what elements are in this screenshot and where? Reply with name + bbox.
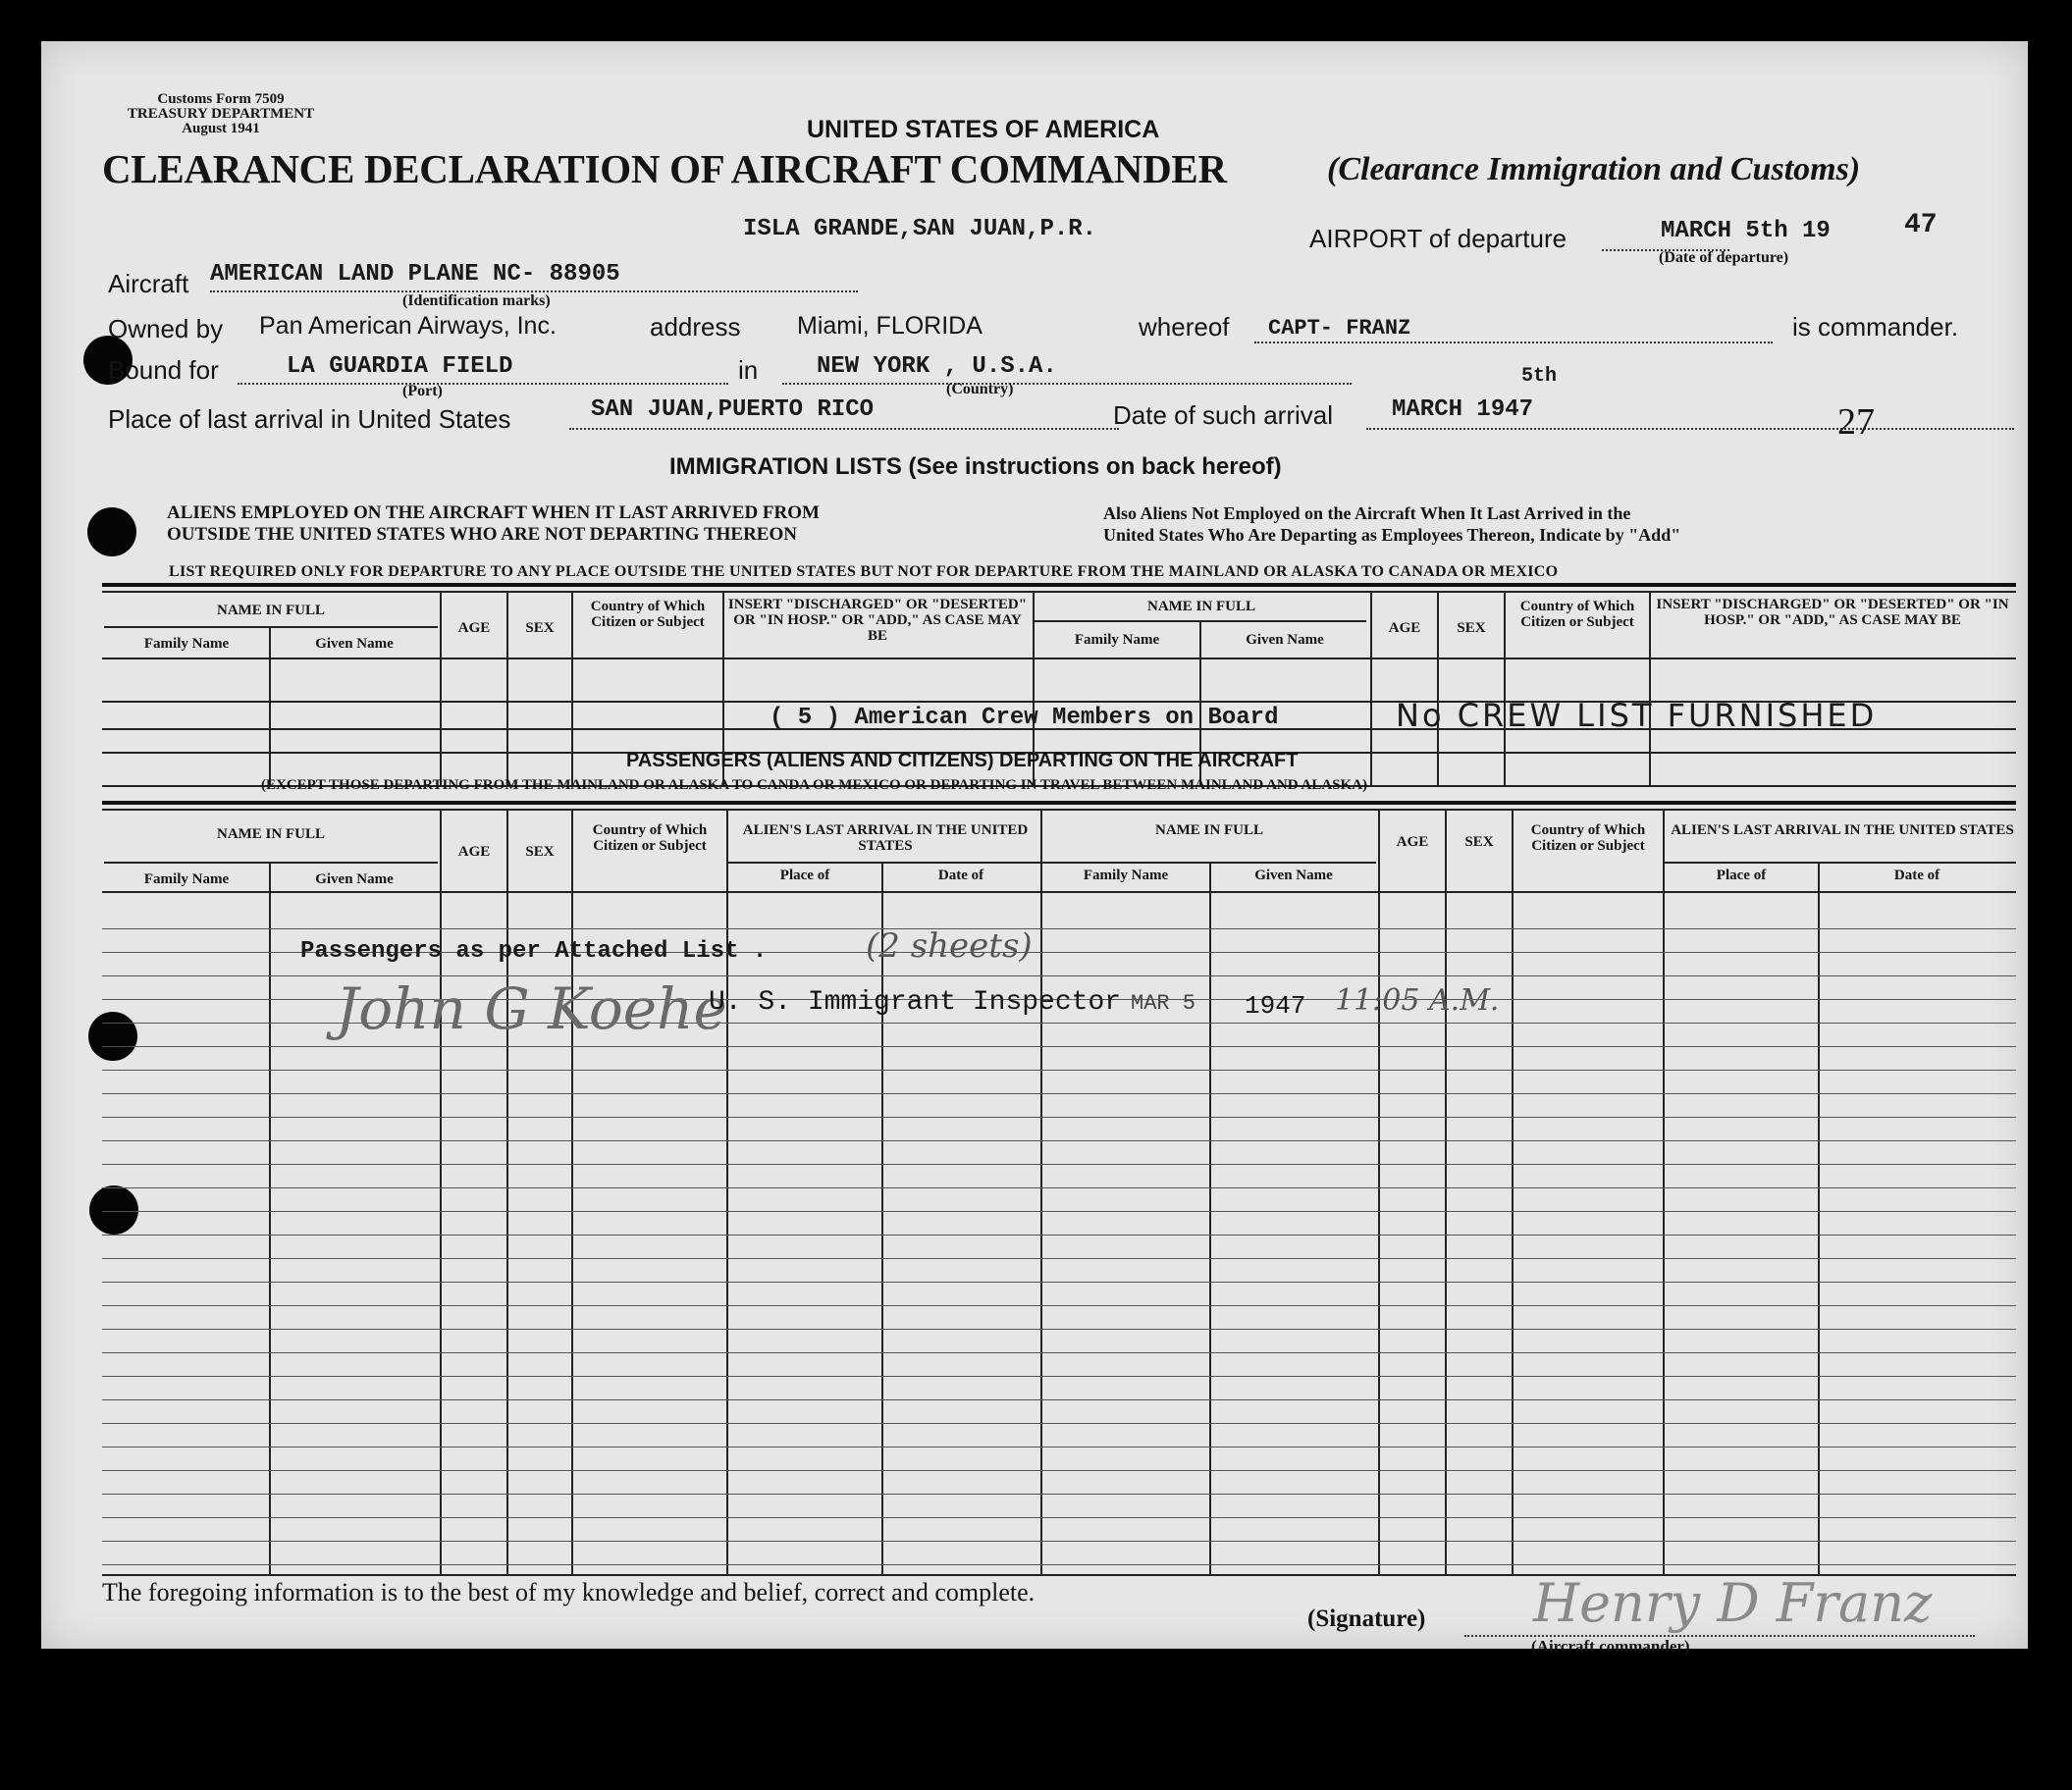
last-arrival-value: SAN JUAN,PUERTO RICO xyxy=(591,396,875,423)
punch-hole xyxy=(89,1185,138,1235)
owner-label: Owned by xyxy=(108,314,224,343)
attached-list-entry: Passengers as per Attached List . xyxy=(300,938,768,965)
crew-col-insert-2: INSERT "DISCHARGED" OR "DESERTED" OR "IN HOSP." OR "ADD," AS CASE MAY BE xyxy=(1656,597,2009,628)
table-row xyxy=(102,1564,2016,1565)
inspector-signature: John G Koehe xyxy=(336,975,727,1042)
table-row xyxy=(102,1070,2016,1071)
pass-col-last-arrival-2: ALIEN'S LAST ARRIVAL IN THE UNITED STATES xyxy=(1671,822,2014,838)
table-row xyxy=(102,1399,2016,1400)
table-row xyxy=(102,1376,2016,1377)
attached-sheets: (2 sheets) xyxy=(866,926,1033,966)
form-department: TREASURY DEPARTMENT xyxy=(127,106,315,122)
immigration-heading: IMMIGRATION LISTS (See instructions on back hereof) xyxy=(669,453,1282,480)
pass-col-last-arrival: ALIEN'S LAST ARRIVAL IN THE UNITED STATES xyxy=(742,822,1029,854)
crew-col-country-2: Country of Which Citizen or Subject xyxy=(1519,599,1635,630)
passengers-subheading: (EXCEPT THOSE DEPARTING FROM THE MAINLAND OR ALASKA TO CANDA OR MEXICO OR DEPARTING IN TRAVEL BETWEEN MAINLAND AND ALASKA) xyxy=(261,777,1368,793)
inspector-time: 11:05 A.M. xyxy=(1335,983,1500,1018)
immigration-left-note: ALIENS EMPLOYED ON THE AIRCRAFT WHEN IT LAST ARRIVED FROM OUTSIDE THE UNITED STATES WHO ARE NOT DEPARTING THEREON xyxy=(167,502,820,545)
table-row xyxy=(102,1329,2016,1330)
departure-year-suffix: 47 xyxy=(1904,210,1938,240)
departure-airport-label: AIRPORT of departure xyxy=(1309,224,1567,253)
pass-col-place-2: Place of xyxy=(1716,868,1767,883)
bound-port-caption: (Port) xyxy=(402,383,443,399)
table-row xyxy=(102,1117,2016,1118)
table-row xyxy=(102,1494,2016,1495)
pass-col-given-2: Given Name xyxy=(1254,868,1333,883)
commander-label: is commander. xyxy=(1792,312,1959,342)
arrival-date-value: MARCH 1947 xyxy=(1392,396,1534,423)
pass-col-date-2: Date of xyxy=(1893,868,1940,883)
immigration-requirement: LIST REQUIRED ONLY FOR DEPARTURE TO ANY PLACE OUTSIDE THE UNITED STATES BUT NOT FOR DEPARTURE FROM THE MAINLAND OR ALASKA TO CANADA OR MEXICO xyxy=(169,563,1559,580)
pass-col-age-2: AGE xyxy=(1396,834,1429,850)
pass-col-sex-2: SEX xyxy=(1464,834,1494,850)
commander-value: CAPT- FRANZ xyxy=(1268,316,1411,341)
crew-col-given-2: Given Name xyxy=(1246,632,1324,648)
table-row xyxy=(102,1305,2016,1306)
aircraft-caption: (Identification marks) xyxy=(402,292,551,309)
pass-col-family-2: Family Name xyxy=(1083,868,1169,883)
pass-col-name-2: NAME IN FULL xyxy=(1154,822,1263,838)
owner-address-label: address xyxy=(650,312,741,342)
table-row xyxy=(102,1447,2016,1448)
pass-col-age: AGE xyxy=(457,844,491,860)
pass-col-country: Country of Which Citizen or Subject xyxy=(592,822,708,854)
crew-col-name-2: NAME IN FULL xyxy=(1146,599,1255,614)
table-row xyxy=(102,1517,2016,1518)
bound-label: Bound for xyxy=(108,355,219,385)
form-subtitle: (Clearance Immigration and Customs) xyxy=(1327,151,1861,187)
owner-address-value: Miami, FLORIDA xyxy=(797,312,983,340)
crew-entry: ( 5 ) American Crew Members on Board xyxy=(770,705,1279,731)
table-row xyxy=(102,1258,2016,1259)
table-row xyxy=(102,1093,2016,1094)
crew-col-country: Country of Which Citizen or Subject xyxy=(590,599,706,630)
crew-col-family-2: Family Name xyxy=(1074,632,1160,648)
last-arrival-label: Place of last arrival in United States xyxy=(108,404,511,434)
form-title: CLEARANCE DECLARATION OF AIRCRAFT COMMANDER xyxy=(102,146,1227,191)
pass-col-family: Family Name xyxy=(143,871,230,887)
table-row xyxy=(102,1470,2016,1471)
aircraft-label: Aircraft xyxy=(108,269,189,298)
crew-col-family: Family Name xyxy=(143,636,230,652)
signature-caption: (Aircraft commander) xyxy=(1531,1637,1690,1656)
punch-hole xyxy=(88,1012,137,1061)
departure-airport-value: ISLA GRANDE,SAN JUAN,P.R. xyxy=(743,216,1097,242)
bound-port-value: LA GUARDIA FIELD xyxy=(287,353,513,380)
table-row xyxy=(102,1235,2016,1236)
passengers-heading: PASSENGERS (ALIENS AND CITIZENS) DEPARTING ON THE AIRCRAFT xyxy=(626,750,1299,771)
form-number: Customs Form 7509 xyxy=(157,91,285,107)
table-row xyxy=(102,1423,2016,1424)
table-row xyxy=(102,1541,2016,1542)
crew-col-age-2: AGE xyxy=(1388,620,1421,636)
declaration-text: The foregoing information is to the best of my knowledge and belief, correct and complete. xyxy=(102,1578,1036,1606)
form-info xyxy=(108,92,334,136)
table-row xyxy=(102,1164,2016,1165)
aircraft-value: AMERICAN LAND PLANE NC- 88905 xyxy=(210,261,620,288)
inspector-title: U. S. Immigrant Inspector xyxy=(709,987,1122,1018)
pass-col-name: NAME IN FULL xyxy=(216,826,325,842)
arrival-date-label: Date of such arrival xyxy=(1113,400,1333,430)
table-row xyxy=(102,1187,2016,1188)
pass-col-date: Date of xyxy=(937,868,984,883)
crew-col-age: AGE xyxy=(457,620,491,636)
crew-col-sex-2: SEX xyxy=(1457,620,1486,636)
bound-country-value: NEW YORK , U.S.A. xyxy=(817,353,1057,380)
punch-hole xyxy=(87,507,136,556)
crew-col-insert: INSERT "DISCHARGED" OR "DESERTED" OR "IN HOSP." OR "ADD," AS CASE MAY BE xyxy=(727,597,1028,644)
owner-whereof-label: whereof xyxy=(1139,312,1230,342)
pass-col-given: Given Name xyxy=(315,871,394,887)
form-date: August 1941 xyxy=(182,121,260,136)
bound-in-label: in xyxy=(738,355,759,385)
table-row xyxy=(102,1352,2016,1353)
table-row xyxy=(102,928,2016,929)
immigration-right-note: Also Aliens Not Employed on the Aircraft When It Last Arrived in the United States Who Are Departing as Employees Thereon, Indicate by "Add" xyxy=(1103,503,1681,545)
pass-col-country-2: Country of Which Citizen or Subject xyxy=(1530,822,1646,854)
table-row xyxy=(102,1211,2016,1212)
crew-col-sex: SEX xyxy=(525,620,555,636)
bound-country-caption: (Country) xyxy=(946,381,1014,397)
pass-col-place: Place of xyxy=(779,868,830,883)
crew-col-name: NAME IN FULL xyxy=(216,603,325,618)
pass-col-sex: SEX xyxy=(525,844,555,860)
inspector-year: 1947 xyxy=(1245,991,1306,1021)
departure-date-value: MARCH 5th 19 xyxy=(1661,218,1831,244)
arrival-date-day: 5th xyxy=(1521,365,1558,388)
departure-date-caption: (Date of departure) xyxy=(1659,249,1789,266)
crew-note: No CREW LIST FURNISHED xyxy=(1396,697,1878,734)
table-row xyxy=(102,1140,2016,1141)
commander-signature: Henry D Franz xyxy=(1533,1572,1933,1634)
crew-col-given: Given Name xyxy=(315,636,394,652)
declaration-form xyxy=(41,41,2028,1656)
inspector-stamp-date: MAR 5 xyxy=(1131,991,1196,1016)
signature-label: (Signature) xyxy=(1307,1606,1426,1632)
margin-number: 27 xyxy=(1837,401,1875,443)
table-row xyxy=(102,1046,2016,1047)
table-row xyxy=(102,1282,2016,1283)
owner-value: Pan American Airways, Inc. xyxy=(259,312,557,340)
country-heading: UNITED STATES OF AMERICA xyxy=(807,116,1160,143)
